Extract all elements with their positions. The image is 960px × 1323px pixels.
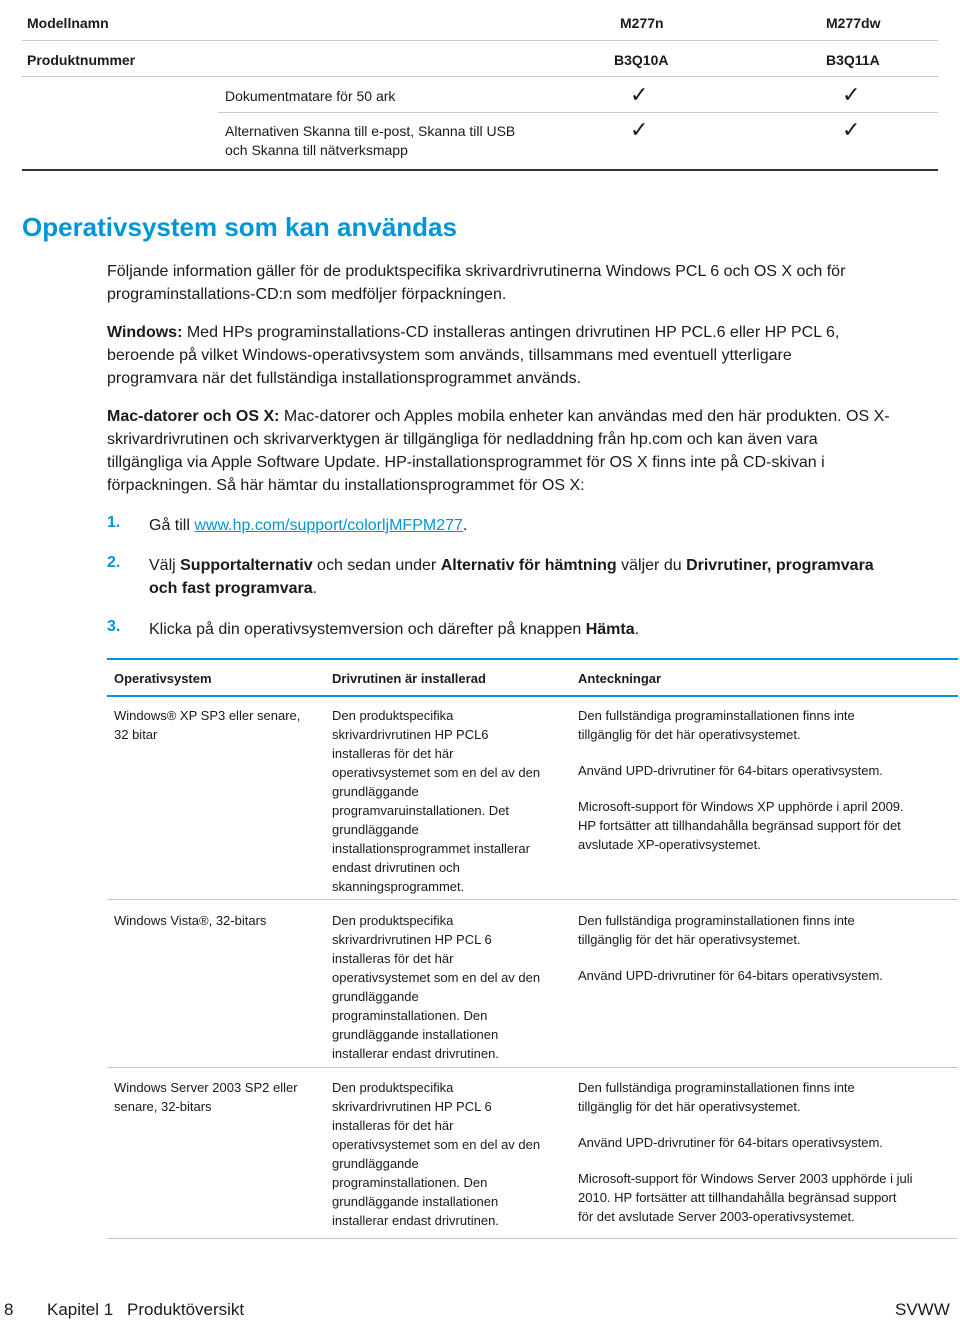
os-cell: Windows® XP SP3 eller senare,: [114, 708, 301, 723]
note-paragraph: [578, 966, 953, 985]
driver-line: programinstallationen. Den: [332, 1175, 488, 1190]
note-line: tillgänglig för det här operativsystemet.: [578, 1099, 801, 1114]
notes-cell: [578, 911, 953, 1002]
step-bold: Alternativ för hämtning: [440, 557, 617, 574]
windows-text: Med HPs programinstallations-CD installeras antingen drivrutinen HP PCL.6 eller HP PCL 6,: [182, 324, 840, 341]
table-row: [114, 1078, 324, 1116]
table-row: [114, 911, 324, 930]
note-line: HP fortsätter att tillhandahålla begränsad support för det: [578, 818, 901, 833]
note-paragraph: [578, 911, 953, 949]
driver-cell: [332, 911, 572, 1063]
mac-paragraph: [107, 405, 952, 497]
table-divider: [218, 112, 938, 113]
model-1-header: M277n: [620, 15, 664, 31]
table-bottom-rule: [107, 1238, 958, 1239]
step-text: väljer du: [616, 557, 687, 574]
note-line: Använd UPD-drivrutiner för 64-bitars operativsystem.: [578, 1135, 883, 1150]
driver-line: grundläggande installationen: [332, 1027, 499, 1042]
step-number: 1.: [107, 514, 121, 531]
intro-line: programinstallations-CD:n som medföljer förpackningen.: [107, 286, 507, 303]
step-text: .: [634, 621, 640, 638]
step-bold: Drivrutiner, programvara: [686, 557, 874, 574]
driver-line: grundläggande installationen: [332, 1194, 499, 1209]
windows-paragraph: [107, 321, 952, 390]
table-top-rule: [107, 658, 958, 660]
intro-paragraph: [107, 260, 947, 306]
step-number: 3.: [107, 618, 121, 635]
section-title: Operativsystem som kan användas: [22, 212, 457, 242]
locale-code: SVWW: [895, 1300, 950, 1319]
col-header-notes: Anteckningar: [578, 671, 662, 686]
step-bold: Supportalternativ: [180, 557, 313, 574]
note-paragraph: [578, 1078, 953, 1116]
driver-line: Den produktspecifika: [332, 1080, 454, 1095]
driver-line: operativsystemet som en del av den: [332, 1137, 541, 1152]
note-line: Den fullständiga programinstallationen finns inte: [578, 913, 855, 928]
driver-line: installeras för det här: [332, 746, 454, 761]
model-name-label: Modellnamn: [27, 15, 109, 31]
col-header-driver: Drivrutinen är installerad: [332, 671, 486, 686]
driver-line: Den produktspecifika: [332, 708, 454, 723]
driver-line: grundläggande: [332, 989, 419, 1004]
table-divider: [22, 76, 938, 77]
step-line: [149, 554, 949, 577]
note-line: Använd UPD-drivrutiner för 64-bitars operativsystem.: [578, 968, 883, 983]
table-header-rule: [107, 695, 958, 697]
driver-line: grundläggande: [332, 1156, 419, 1171]
step-bold: Hämta: [585, 621, 635, 638]
driver-line: operativsystemet som en del av den: [332, 970, 541, 985]
model-2-header: M277dw: [826, 15, 881, 31]
windows-line: programvara när det fullständiga installationsprogrammet används.: [107, 370, 582, 387]
step-text: Klicka på din operativsystemversion och därefter på knappen: [149, 621, 586, 638]
os-cell: Windows Server 2003 SP2 eller: [114, 1080, 298, 1095]
windows-label: Windows:: [107, 324, 183, 341]
step-bold: och fast programvara: [149, 580, 313, 597]
table-row: [114, 706, 324, 744]
driver-line: grundläggande: [332, 784, 419, 799]
notes-cell: [578, 1078, 953, 1243]
driver-line: installeras för det här: [332, 1118, 454, 1133]
feature-scan-options: [225, 122, 515, 160]
table-divider: [22, 40, 938, 41]
note-line: tillgänglig för det här operativsystemet.: [578, 932, 801, 947]
intro-line: Följande information gäller för de produktspecifika skrivardrivrutinerna Windows PCL 6 och OS X och för: [107, 263, 846, 280]
step-text: .: [312, 580, 318, 597]
driver-cell: [332, 706, 572, 896]
driver-line: endast drivrutinen och: [332, 860, 460, 875]
driver-cell: [332, 1078, 572, 1230]
note-paragraph: [578, 1169, 953, 1226]
driver-line: installerar endast drivrutinen.: [332, 1046, 499, 1061]
step-2: [149, 554, 949, 600]
os-cell: Windows Vista®, 32-bitars: [114, 913, 267, 928]
check-icon: ✓: [630, 82, 649, 107]
note-line: avslutade XP-operativsystemet.: [578, 837, 761, 852]
os-cell: 32 bitar: [114, 727, 158, 742]
driver-line: skanningsprogrammet.: [332, 879, 465, 894]
mac-line: förpackningen. Så här hämtar du installationsprogrammet för OS X:: [107, 477, 585, 494]
chapter-label: Kapitel 1: [47, 1300, 114, 1319]
os-cell: senare, 32-bitars: [114, 1099, 212, 1114]
note-line: Microsoft-support för Windows Server 2003 upphörde i juli: [578, 1171, 913, 1186]
note-paragraph: [578, 1133, 953, 1152]
row-divider: [107, 1067, 958, 1068]
mac-line: tillgängliga via Apple Software Update. HP-installationsprogrammet för OS X finns inte på CD-skivan i: [107, 454, 825, 471]
row-divider: [107, 899, 958, 900]
driver-line: operativsystemet som en del av den: [332, 765, 541, 780]
windows-line: [107, 321, 952, 344]
check-icon: ✓: [842, 82, 861, 107]
driver-line: programvaruinstallationen. Det: [332, 803, 510, 818]
note-paragraph: [578, 761, 953, 780]
driver-line: skrivardrivrutinen HP PCL 6: [332, 932, 492, 947]
driver-line: installeras för det här: [332, 951, 454, 966]
driver-line: programinstallationen. Den: [332, 1008, 488, 1023]
step-text: .: [462, 517, 468, 534]
driver-line: grundläggande: [332, 822, 419, 837]
check-icon: ✓: [630, 117, 649, 142]
notes-cell: [578, 706, 953, 871]
note-line: tillgänglig för det här operativsystemet.: [578, 727, 801, 742]
note-paragraph: [578, 706, 953, 744]
step-3: [149, 618, 949, 641]
col-header-os: Operativsystem: [114, 671, 212, 686]
driver-line: skrivardrivrutinen HP PCL 6: [332, 1099, 492, 1114]
feature-line: Alternativen Skanna till e-post, Skanna till USB: [225, 123, 516, 139]
product-1-value: B3Q10A: [614, 52, 669, 68]
chapter-title: Produktöversikt: [127, 1300, 245, 1319]
step-number: 2.: [107, 554, 121, 571]
mac-line: skrivardrivrutinen och skrivarverktygen är tillgängliga för nedladdning från hp.com och kan även vara: [107, 431, 818, 448]
product-number-label: Produktnummer: [27, 52, 136, 68]
support-link[interactable]: www.hp.com/support/colorljMFPM277: [194, 517, 463, 534]
note-line: 2010. HP fortsätter att tillhandahålla begränsad support: [578, 1190, 897, 1205]
mac-label: Mac-datorer och OS X:: [107, 408, 280, 425]
step-line: [149, 577, 949, 600]
check-icon: ✓: [842, 117, 861, 142]
windows-line: beroende på vilket Windows-operativsystem som används, tillsammans med eventuell ytterligare: [107, 347, 792, 364]
step-text: och sedan under: [312, 557, 441, 574]
driver-line: installerar endast drivrutinen.: [332, 1213, 499, 1228]
note-line: Använd UPD-drivrutiner för 64-bitars operativsystem.: [578, 763, 883, 778]
feature-line: och Skanna till nätverksmapp: [225, 142, 408, 158]
driver-line: installationsprogrammet installerar: [332, 841, 530, 856]
note-line: Den fullständiga programinstallationen finns inte: [578, 708, 855, 723]
step-1: [149, 514, 949, 537]
note-line: för det avslutade Server 2003-operativsystemet.: [578, 1209, 855, 1224]
step-text: Gå till: [149, 517, 195, 534]
mac-text: Mac-datorer och Apples mobila enheter kan användas med den här produkten. OS X-: [279, 408, 890, 425]
feature-document-feeder: Dokumentmatare för 50 ark: [225, 88, 396, 104]
note-paragraph: [578, 797, 953, 854]
driver-line: Den produktspecifika: [332, 913, 454, 928]
table-bottom-rule: [22, 169, 938, 171]
driver-line: skrivardrivrutinen HP PCL6: [332, 727, 489, 742]
note-line: Microsoft-support för Windows XP upphörde i april 2009.: [578, 799, 904, 814]
page-number: 8: [4, 1300, 14, 1319]
note-line: Den fullständiga programinstallationen finns inte: [578, 1080, 855, 1095]
step-text: Välj: [149, 557, 181, 574]
mac-line: [107, 405, 952, 428]
product-2-value: B3Q11A: [826, 52, 880, 68]
